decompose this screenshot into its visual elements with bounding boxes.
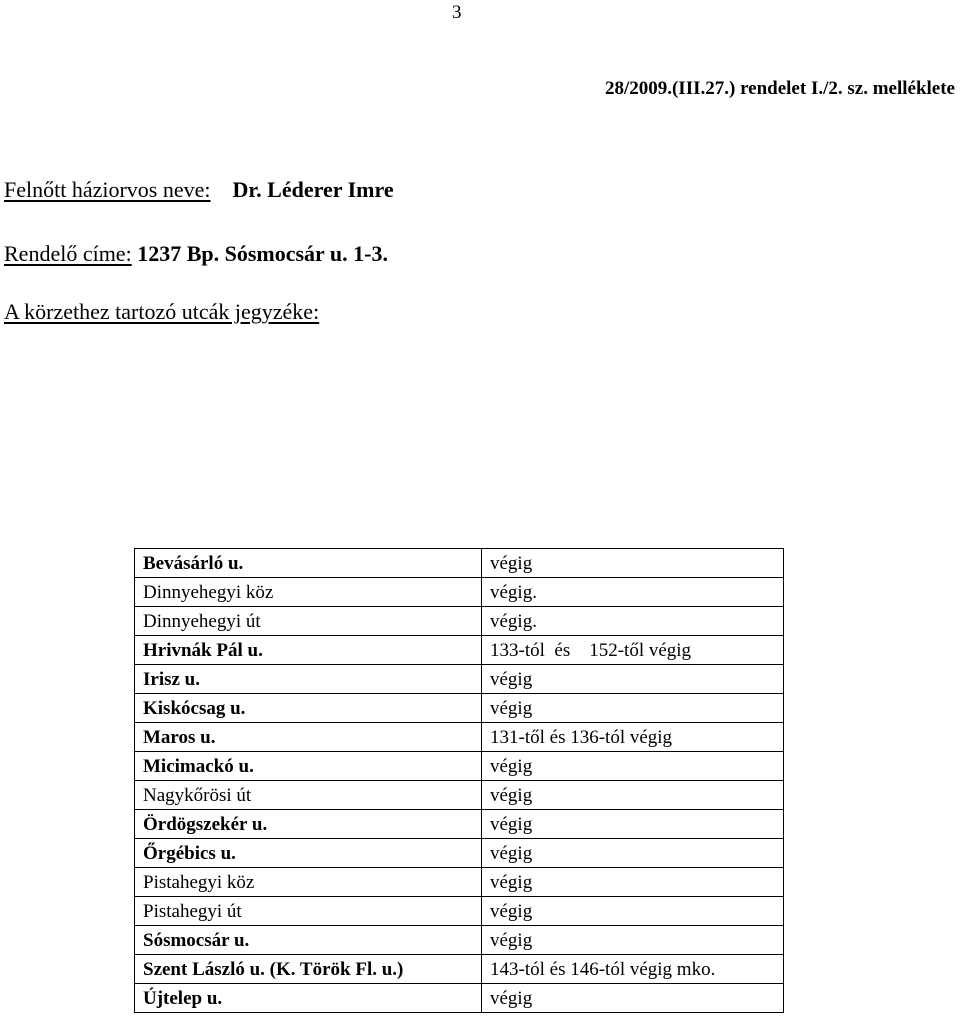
street-range: végig [482,781,784,810]
street-range: végig. [482,578,784,607]
list-heading: A körzethez tartozó utcák jegyzéke: [4,299,320,324]
street-name: Hrivnák Pál u. [135,636,482,665]
street-name: Nagykőrösi út [135,781,482,810]
street-name: Kiskócsag u. [135,694,482,723]
street-name: Bevásárló u. [135,549,482,578]
page-number: 3 [452,2,462,23]
street-name: Újtelep u. [135,984,482,1013]
street-name: Irisz u. [135,665,482,694]
doctor-name: Dr. Léderer Imre [232,177,394,202]
street-range: 143-tól és 146-tól végig mko. [482,955,784,984]
street-range: végig. [482,607,784,636]
table-row [135,549,784,578]
table-row [135,810,784,839]
table-row [135,984,784,1013]
table-row [135,752,784,781]
table-row [135,839,784,868]
street-range: végig [482,868,784,897]
street-range: végig [482,752,784,781]
table-row [135,578,784,607]
annex-title: 28/2009.(III.27.) rendelet I./2. sz. melléklete [604,78,955,99]
street-range: végig [482,926,784,955]
street-name: Sósmocsár u. [135,926,482,955]
table-row [135,694,784,723]
street-range: végig [482,839,784,868]
table-row [135,868,784,897]
address-line [4,241,388,267]
street-name: Ördögszekér u. [135,810,482,839]
street-name: Micimackó u. [135,752,482,781]
address-value: 1237 Bp. Sósmocsár u. 1-3. [137,241,388,266]
street-name: Szent László u. (K. Török Fl. u.) [135,955,482,984]
table-row [135,781,784,810]
street-range: végig [482,810,784,839]
street-name: Maros u. [135,723,482,752]
streets-table [134,548,784,1013]
street-range: 131-től és 136-tól végig [482,723,784,752]
table-row [135,607,784,636]
table-row [135,926,784,955]
street-range: végig [482,897,784,926]
street-name: Pistahegyi út [135,897,482,926]
street-range: végig [482,665,784,694]
street-range: végig [482,549,784,578]
street-range: végig [482,984,784,1013]
street-name: Pistahegyi köz [135,868,482,897]
table-row [135,665,784,694]
table-row [135,723,784,752]
street-name: Dinnyehegyi köz [135,578,482,607]
street-range: 133-tól és 152-től végig [482,636,784,665]
table-row [135,636,784,665]
list-heading-line [4,299,319,325]
doctor-line [4,177,394,203]
table-row [135,955,784,984]
address-label: Rendelő címe: [4,241,132,266]
street-name: Őrgébics u. [135,839,482,868]
street-name: Dinnyehegyi út [135,607,482,636]
street-range: végig [482,694,784,723]
doctor-label: Felnőtt háziorvos neve: [4,177,211,202]
table-row [135,897,784,926]
